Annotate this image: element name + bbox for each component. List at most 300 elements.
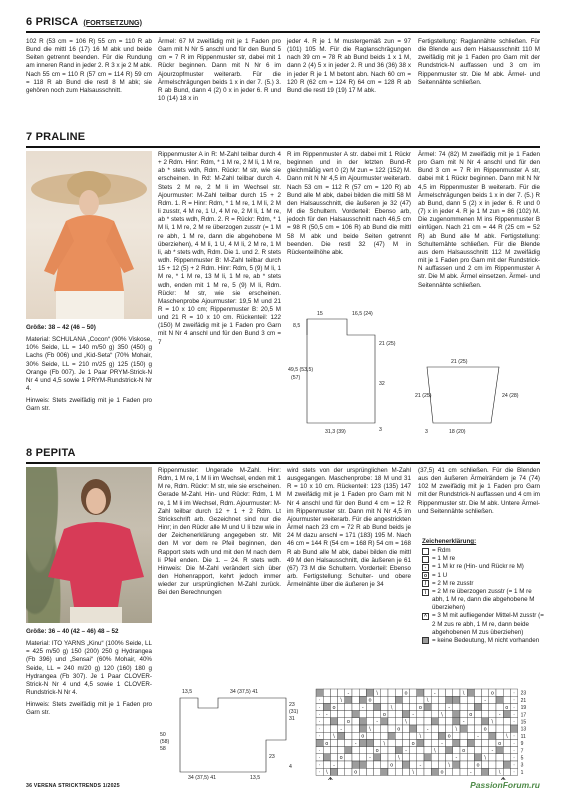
chart-cell xyxy=(474,696,481,703)
pepita-col-2: Rippenmuster: Ungerade M-Zahl. Hinr: Rdm, 1 M re, 1 M li im Wechsel, enden mit 1 M re, Rdm. Rückr: M str, wie sie erscheinen. Gerade M-Zahl. Hin- und Rückr: Rdm, 1 M re, 1 M li im Wechsel, Rdm. Ajourmuster: M-Zahl teilbar durch 12 + 1 + 2 Rdm. Lt Strickschrift arb. Gezeichnet sind nur die Hinr; in den Rückr alle M und U li bzw wie in der Zeichenerklärung angegeben str. Mit den M vor dem re Pfeil beginnen, den Rapport stets wdh und mit den M nach dem li Pfeil enden. Die 1. – 24. R stets wdh. Hinweis: Die M-Zahl verändert sich über den Hohenrapport, kehrt jedoch immer wieder zur ursprünglichen M-Zahl zurück. Bei den Berechnungen xyxy=(158,467,281,597)
legend-title: Zeichenerklärung: xyxy=(422,538,477,545)
chart-symbol: o xyxy=(382,712,386,718)
chart-cell xyxy=(438,689,445,696)
prisca-col-2: Ärmel: 67 M zweifädig mit je 1 Faden pro Garn mit N Nr 5 anschl und für den Bund 5 cm = 7 R im Rippenmuster str, dabei mit 1 Rückr beginnen. Dann mit N Nr 6 im Ajourzopfmuster weiterarb. Für die Ärmelschrägungen beids 1 x in der 7. (5.) 3. R ab Bund, dann 4 (2) 0 x in jeder 6. R und 10 (14) 18 x in xyxy=(158,38,281,103)
dim-label: 24 (28) xyxy=(502,393,519,399)
chart-cell xyxy=(381,718,388,725)
dim-label: 4 xyxy=(289,764,292,770)
chart-cell xyxy=(395,768,402,775)
chart-cell xyxy=(453,761,460,768)
chart-symbol: o xyxy=(339,755,343,762)
dim-label: (58) xyxy=(160,739,170,745)
material-text: Material: ITO YARNS „Kinu“ (100% Seide, LL = 425 m/50 g) 150 (200) 250 g Hydrangea (Fb 396) und „Sensai“ (60% Mohair, 40% Seide, LL = 240 m/20 g) 120 (160) 180 g Hydrangea (Fb 307). Je 1 Paar CLOVER-Strick-N Nr 4 und 4,5 sowie 1 CLOVER-Rundstrick-N Nr 4. xyxy=(26,640,152,697)
chart-cell xyxy=(323,696,330,703)
chart-symbol: \ xyxy=(484,755,487,762)
chart-symbol: o xyxy=(462,748,466,754)
chart-row-number: 5 xyxy=(520,755,524,762)
chart-cell xyxy=(453,747,460,754)
chart-cell xyxy=(482,711,489,718)
praline-schematic xyxy=(287,305,537,440)
chart-cell xyxy=(338,732,345,739)
chart-cell xyxy=(417,747,424,754)
chart-cell xyxy=(359,747,366,754)
chart-symbol: · xyxy=(318,733,321,740)
chart-cell xyxy=(381,703,388,710)
chart-symbol: - xyxy=(361,704,364,711)
chart-symbol: o xyxy=(390,762,394,769)
dim-label: 13,5 xyxy=(250,775,261,780)
chart-cell xyxy=(316,689,323,696)
chart-cell xyxy=(417,725,424,732)
chart-symbol: · xyxy=(318,748,321,754)
chart-cell xyxy=(417,739,424,746)
chart-cell xyxy=(402,768,409,775)
chart-cell xyxy=(460,696,467,703)
chart-cell xyxy=(359,711,366,718)
chart-cell xyxy=(410,703,417,710)
chart-symbol: o xyxy=(397,726,401,733)
dim-label: 18 (20) xyxy=(449,429,466,435)
chart-cell xyxy=(453,689,460,696)
chart-cell xyxy=(460,725,467,732)
chart-symbol: o xyxy=(505,704,509,711)
praline-col-3: R im Rippenmuster A str. dabei mit 1 Rückr beginnen und in der letzten Bund-R gleichmäßig vert 0 (2) M zun = 122 (152) M. Dann mit N Nr 4,5 im Ajourmuster weiterarb. Nach 53 cm = 112 R (57 cm = 120 R) ab Bund alle M abk, dabei bilden die mittl 58 M den Halsausschnitt, die äußeren je 32 (47) M die Schultern. Vorderteil: Ebenso arb, jedoch für den Halsausschnitt nach 46,5 cm = 98 R (50,5 cm = 106 R) ab Bund die mittl 58 M abk und beide Seiten getrennt beenden. Die restl 32 (47) M in Rückenteilhöhe abk. xyxy=(287,151,411,256)
dim-label: 50 xyxy=(160,732,166,738)
chart-cell xyxy=(424,718,431,725)
chart-cell xyxy=(474,739,481,746)
chart-cell xyxy=(474,703,481,710)
chart-cell xyxy=(359,761,366,768)
chart-cell xyxy=(402,761,409,768)
legend-text: = keine Bedeutung, M nicht vorhanden xyxy=(432,636,540,644)
chart-symbol: \ xyxy=(455,726,458,733)
chart-cell xyxy=(410,754,417,761)
chart-symbol: - xyxy=(433,690,436,697)
chart-symbol: - xyxy=(441,740,443,747)
chart-symbol: - xyxy=(376,719,379,726)
chart-cell xyxy=(323,703,330,710)
dim-label: 23 xyxy=(289,702,295,708)
chart-cell xyxy=(424,739,431,746)
chart-cell xyxy=(489,761,496,768)
chart-cell xyxy=(467,747,474,754)
chart-symbol: - xyxy=(498,712,501,718)
chart-cell xyxy=(352,747,359,754)
dim-label: 34 (37,5) 41 xyxy=(188,775,216,780)
dim-label: 31,3 (39) xyxy=(325,429,346,435)
chart-cell xyxy=(345,754,352,761)
section-subtitle: (FORTSETZUNG) xyxy=(83,17,143,27)
chart-cell xyxy=(496,703,503,710)
legend-item xyxy=(422,637,544,645)
chart-cell xyxy=(474,754,481,761)
chart-cell xyxy=(338,718,345,725)
legend-item xyxy=(422,588,544,612)
legend-text: = 1 M re xyxy=(432,555,456,563)
legend-item xyxy=(422,612,544,636)
legend-text: = 1 U xyxy=(432,571,448,579)
praline-col-2: Rippenmuster A in R: M-Zahl teilbar durch 4 + 2 Rdm. Hinr: Rdm, * 1 M re, 2 M li, 1 M re, ab * stets wdh, Rdm. Rückr: M str, wie sie erscheinen. In Rd: M-Zahl teilbar durch 4. Stets 2 M re, 2 M li im Wechsel str. Ajourmuster: M-Zahl teilbar durch 15 + 2 Rdm. 1. R = Hinr: Rdm, * 1 M re, 1 M li, 2 M li zusstr, 4 M re, 1 U, 4 M re, 2 M li, 1 M re, ab * stets wdh, Rdm. 2. R = Rückr: Rdm, * 1 M li, 1 M re, 2 M re überzogen zusstr (= 1 M re abh, 1 M re, dann die abgehobene M überziehen), 4 M li, 1 U, 4 M li, 2 M re, 1 M li, ab * stets wdh, Rdm. Die 1. und 2. R stets wdh. Rippenmuster B: M-Zahl teilbar durch 15 + 12 (5) + 2 Rdm. Hinr: Rdm, 5 (9) M li, 1 M re, * 1 M re, 13 M li, 1 M re, ab * stets wdh, enden mit 1 M re, 5 (9) M li, Rdm. Rückr: M str, wie sie erscheinen. Maschenprobe Ajourmuster: 19,5 M und 21 R = 10 x 10 cm; Rippenmuster B: 20,5 M und 21 R = 10 x 10 cm. Rückenteil: 122 (150) M zweifädig mit je 1 Faden pro Garn mit N Nr 4 anschl und für den Bund 3 cm = 7 xyxy=(158,151,281,346)
chart-cell xyxy=(438,747,445,754)
chart-cell xyxy=(482,739,489,746)
chart-cell xyxy=(395,718,402,725)
model-illustration xyxy=(26,151,152,319)
chart-cell xyxy=(388,696,395,703)
chart-cell xyxy=(395,689,402,696)
chart-symbol: · xyxy=(513,762,515,769)
chart-row-number: 7 xyxy=(520,748,524,755)
chart-cell xyxy=(323,761,330,768)
chart-symbol: - xyxy=(469,769,472,776)
chart-cell xyxy=(323,689,330,696)
dim-label: 15 xyxy=(317,311,323,317)
prisca-col-3: jeder 4. R je 1 M mustergemäß zun = 97 (101) 105 M. Für die Raglanschrägungen nach 39 cm = 78 R ab Bund beids 1 x 1 M, dann 2 (4) 5 x in jeder 2. R und 36 (36) 38 x in jeder R je 1 M betont abn. Nach 60 cm = 120 R (62 cm = 124 R) 64 cm = 128 R ab Bund die restl 19 (19) 17 M abk. xyxy=(287,38,411,94)
dim-label: 13,5 xyxy=(182,689,193,695)
chart-symbol: \ xyxy=(412,769,415,776)
dim-label: 21 (25) xyxy=(451,359,468,365)
chart-symbol: \ xyxy=(419,733,422,740)
chart-cell xyxy=(446,754,453,761)
chart-symbol: \ xyxy=(397,755,400,762)
chart-symbol: \ xyxy=(390,704,393,711)
dim-label: 58 xyxy=(160,746,166,752)
chart-cell xyxy=(395,711,402,718)
chart-symbol: · xyxy=(318,769,321,776)
chart-cell xyxy=(374,761,381,768)
chart-cell xyxy=(352,732,359,739)
chart-cell xyxy=(431,732,438,739)
chart-symbol: - xyxy=(455,755,458,762)
chart-start-arrow xyxy=(328,777,332,780)
section-title: 7 PRALINE xyxy=(26,131,86,143)
chart-cell xyxy=(453,711,460,718)
chart-cell xyxy=(410,761,417,768)
chart-row-number: 9 xyxy=(520,741,524,748)
chart-cell xyxy=(482,689,489,696)
chart-cell xyxy=(417,689,424,696)
chart-cell xyxy=(424,703,431,710)
chart-cell xyxy=(503,711,510,718)
chart-cell xyxy=(395,739,402,746)
chart-symbol: · xyxy=(318,719,321,726)
dim-label: (31) xyxy=(289,709,299,715)
chart-cell xyxy=(431,761,438,768)
chart-symbol: o xyxy=(325,740,329,747)
chart-cell xyxy=(345,761,352,768)
chart-cell xyxy=(388,739,395,746)
chart-cell xyxy=(503,718,510,725)
legend-symbol: / xyxy=(422,580,429,587)
chart-cell xyxy=(374,696,381,703)
divider xyxy=(26,462,540,464)
chart-cell xyxy=(366,768,373,775)
chart-cell xyxy=(424,754,431,761)
legend-symbol xyxy=(422,556,429,563)
chart-cell xyxy=(431,696,438,703)
model-illustration xyxy=(26,467,152,623)
chart-cell xyxy=(453,768,460,775)
chart-cell xyxy=(424,768,431,775)
chart-cell xyxy=(489,725,496,732)
chart-cell xyxy=(374,754,381,761)
chart-cell xyxy=(474,718,481,725)
chart-cell xyxy=(395,696,402,703)
chart-cell xyxy=(316,739,323,746)
chart-symbol: o xyxy=(440,769,444,776)
chart-cell xyxy=(338,703,345,710)
chart-symbol: - xyxy=(477,733,479,740)
chart-cell xyxy=(338,739,345,746)
chart-cell xyxy=(388,754,395,761)
chart-cell xyxy=(460,768,467,775)
chart-cell xyxy=(374,703,381,710)
chart-cell xyxy=(467,739,474,746)
chart-cell xyxy=(489,696,496,703)
dim-label: 32 xyxy=(379,381,385,387)
prisca-col-1: 102 R (53 cm = 106 R) 55 cm = 110 R ab Bund die mittl 16 (17) 16 M abk und beide Seiten getrennt beenden. Für die Rundung am inneren Rand in jeder 2. R 3 x je 2 M abk. Nach 55 cm = 110 R (57 cm = 114 R) 59 cm = 118 R ab Bund die restl 8 M abk; sie gehören noch zum Halsausschnitt. xyxy=(26,38,152,94)
chart-symbol: - xyxy=(426,726,429,733)
chart-cell xyxy=(503,761,510,768)
chart-cell xyxy=(482,761,489,768)
chart-cell xyxy=(503,689,510,696)
chart-cell xyxy=(431,754,438,761)
chart-cell xyxy=(503,768,510,775)
legend-text: = 3 M mit aufliegender Mittel-M zusstr (= 2 M zus re abh, 1 M re, dann beide abgehobenen M zus überziehen) xyxy=(432,612,544,636)
dim-label: 34 (37,5) 41 xyxy=(230,689,258,695)
chart-cell xyxy=(438,725,445,732)
chart-cell xyxy=(359,768,366,775)
chart-symbol: · xyxy=(513,704,515,711)
chart-symbol: · xyxy=(318,704,321,711)
legend-text: = 1 M kr re (Hin- und Rückr re M) xyxy=(432,563,524,571)
chart-symbol: · xyxy=(513,712,515,718)
chart-cell xyxy=(330,768,337,775)
legend-item xyxy=(422,580,544,588)
chart-cell xyxy=(381,754,388,761)
chart-symbol: \ xyxy=(426,697,429,704)
chart-cell xyxy=(503,739,510,746)
pepita-info xyxy=(26,628,152,719)
chart-cell xyxy=(381,747,388,754)
chart-cell xyxy=(489,739,496,746)
chart-cell xyxy=(510,725,517,732)
chart-cell xyxy=(381,689,388,696)
chart-cell xyxy=(410,747,417,754)
chart-cell xyxy=(496,689,503,696)
chart-symbol: \ xyxy=(491,719,494,726)
chart-symbol: \ xyxy=(462,690,465,697)
chart-cell xyxy=(474,711,481,718)
chart-cell xyxy=(446,696,453,703)
chart-symbol: - xyxy=(340,726,343,733)
dim-label: 3 xyxy=(425,429,428,435)
chart-cell xyxy=(467,696,474,703)
chart-symbol: - xyxy=(405,748,407,754)
size-label: Größe: 38 – 42 (46 – 50) xyxy=(26,324,96,331)
chart-cell xyxy=(467,689,474,696)
section-header-prisca xyxy=(26,15,142,29)
chart-symbol: - xyxy=(347,690,350,697)
chart-cell xyxy=(352,761,359,768)
chart-cell xyxy=(381,761,388,768)
chart-cell xyxy=(323,718,330,725)
chart-symbol: - xyxy=(462,719,465,726)
chart-cell xyxy=(489,703,496,710)
chart-cell xyxy=(323,732,330,739)
chart-row-number: 15 xyxy=(520,719,527,726)
material-text: Material: SCHULANA „Cocon“ (90% Viskose, 10% Seide, LL = 140 m/50 g) 350 (450) g Lachs (Fb 006) und „Kid-Seta“ (70% Mohair, 30% Seide, LL = 210 m/25 g) 125 (150) g Orange (Fb 007). Je 1 Paar PRYM-Strick-N Nr 4 und 4,5 sowie 1 PRYM-Rundstrick-N Nr 4. xyxy=(26,336,152,393)
chart-cell xyxy=(438,703,445,710)
chart-cell xyxy=(467,754,474,761)
chart-cell xyxy=(438,696,445,703)
chart-cell xyxy=(402,711,409,718)
legend-symbol: o xyxy=(423,573,428,580)
chart-cell xyxy=(330,739,337,746)
chart-cell xyxy=(388,768,395,775)
chart-symbol: \ xyxy=(498,769,501,776)
chart-cell xyxy=(402,739,409,746)
chart-cell xyxy=(345,768,352,775)
chart-cell xyxy=(395,761,402,768)
chart-symbol: · xyxy=(513,740,515,747)
chart-symbol: - xyxy=(354,740,357,747)
praline-info xyxy=(26,324,152,415)
chart-cell xyxy=(460,761,467,768)
chart-cell xyxy=(431,768,438,775)
chart-cell xyxy=(482,718,489,725)
chart-cell xyxy=(352,718,359,725)
chart-symbol: · xyxy=(513,719,515,726)
chart-cell xyxy=(402,754,409,761)
section-header-pepita xyxy=(26,446,76,460)
legend-item xyxy=(422,563,544,571)
chart-cell xyxy=(424,747,431,754)
chart-cell xyxy=(489,711,496,718)
chart-symbol: o xyxy=(375,748,379,754)
chart-cell xyxy=(410,718,417,725)
chart-symbol: o xyxy=(447,733,451,740)
chart-symbol: \ xyxy=(340,697,343,704)
chart-symbol: - xyxy=(484,697,487,704)
chart-cell xyxy=(323,747,330,754)
prisca-col-4: Fertigstellung: Raglannähte schließen. Für die Blende aus dem Halsausschnitt 110 M zweifädig mit je 1 Faden pro Garn mit der Rundstrick-N auffassen und 3 cm im Rippenmuster str. Die M abk. Ärmel- und Seitennähte schließen. xyxy=(418,38,540,86)
chart-cell xyxy=(338,747,345,754)
chart-cell xyxy=(374,725,381,732)
chart-cell xyxy=(438,761,445,768)
legend-list xyxy=(422,547,544,645)
chart-symbol: o xyxy=(418,704,422,711)
chart-cell xyxy=(345,711,352,718)
chart-cell xyxy=(402,732,409,739)
chart-row-number: 19 xyxy=(520,705,527,712)
chart-symbol: - xyxy=(369,755,371,762)
chart-symbol: - xyxy=(412,712,415,718)
pepita-schematic xyxy=(158,684,306,780)
chart-symbol: · xyxy=(318,726,321,733)
chart-symbol: \ xyxy=(383,740,386,747)
chart-cell xyxy=(496,725,503,732)
chart-symbol: \ xyxy=(441,712,443,718)
dim-label: 21 (25) xyxy=(379,341,396,347)
section-header-praline xyxy=(26,130,85,144)
page-footer: 36 VERENA STRICKTRENDS 1/2025 xyxy=(26,783,120,789)
praline-col-4: Ärmel: 74 (82) M zweifädig mit je 1 Faden pro Garn mit N Nr 4 anschl und für den Bund 3 cm = 7 R im Rippenmuster A str, dabei mit 1 Rückr beginnen. Dann mit N Nr 4,5 im Rippenmuster B weiterarb. Für die Ärmelschrägungen beids 1 x in der 7. (5.) R ab Bund, dann 5 (2) x in jeder 6. R und 0 (7) x in jeder 4. R je 1 M zun = 86 (102) M. Die zugenommenen M ins Rippenmuster B einfügen. Nach 21 cm = 44 R (25 cm = 52 R) ab Bund alle M abk. Fertigstellung: Schulternähte schließen. Für die Blende aus dem Halsausschnitt 112 M zweifädig mit je 1 Faden pro Garn mit der Rundstrick-N auffassen und 2 cm im Rippenmuster A str. Die M abk. Ärmel einsetzen. Ärmel- und Seitennähte schließen. xyxy=(418,151,540,289)
chart-symbol: o xyxy=(354,769,358,776)
chart-cell xyxy=(330,725,337,732)
chart-symbol: · xyxy=(513,755,515,762)
chart-cell xyxy=(431,711,438,718)
chart-symbol: - xyxy=(419,762,422,769)
chart-cell xyxy=(374,732,381,739)
chart-cell xyxy=(431,718,438,725)
size-label: Größe: 36 – 40 (42 – 46) 48 – 52 xyxy=(26,628,119,635)
chart-cell xyxy=(446,747,453,754)
chart-cell xyxy=(381,768,388,775)
chart-cell xyxy=(496,718,503,725)
chart-symbol: o xyxy=(469,712,473,718)
pepita-col-3: wird stets von der ursprünglichen M-Zahl ausgegangen. Maschenprobe: 18 M und 31 R = 10 x 10 cm. Rückenteil: 123 (135) 147 M zweifädig mit je 1 Faden pro Garn mit N Nr 4 anschl und für den Bund 4 cm = 12 R im Rippenmuster str. Dann mit N Nr 4,5 im Ajourmuster weiterarb. Für die angestrickten Ärmel nach 23 cm = 72 R ab Bund beids je 24 M dazu anschl = 171 (183) 195 M. Nach 46 cm = 144 R (54 cm = 168 R) 54 cm = 168 R ab Bund alle M abk, dabei bilden die mittl 49 M den Halsausschnitt, die äußeren je 61 (67) 73 M die Schultern. Vorderteil: Ebenso arb. Fertigstellung: Schulter- und obere Ärmelnähte über die äußeren je 34 xyxy=(287,467,411,589)
chart-cell xyxy=(496,754,503,761)
chart-cell xyxy=(489,732,496,739)
pepita-col-4: (37,5) 41 cm schließen. Für die Blenden aus den äußeren Ärmelrändern je 74 (74) 102 M zweifädig mit je 1 Faden pro Garn mit der Rundstrick-N auffassen und 4 cm im Rippenmuster str. Die M abk. Untere Ärmel- und Seitennähte schließen. xyxy=(418,467,540,515)
section-title: 6 PRISCA xyxy=(26,16,79,28)
chart-symbol: o xyxy=(490,690,494,697)
chart-cell xyxy=(496,761,503,768)
chart-cell xyxy=(446,768,453,775)
chart-cell xyxy=(424,732,431,739)
chart-cell xyxy=(482,747,489,754)
chart-cell xyxy=(366,747,373,754)
chart-cell xyxy=(366,711,373,718)
chart-cell xyxy=(467,761,474,768)
watermark: PassionForum.ru xyxy=(470,780,540,790)
chart-cell xyxy=(438,754,445,761)
chart-cell xyxy=(352,703,359,710)
chart-symbol: · xyxy=(513,769,515,776)
chart-row-number: 11 xyxy=(520,733,526,740)
legend-symbol: \ xyxy=(422,589,429,596)
hint-text: Hinweis: Stets zweifädig mit je 1 Faden pro Garn str. xyxy=(26,397,152,413)
chart-cell xyxy=(395,703,402,710)
dim-label: 23 xyxy=(269,754,275,760)
legend-symbol xyxy=(422,548,429,555)
chart-cell xyxy=(482,768,489,775)
chart-cell xyxy=(446,718,453,725)
legend-item xyxy=(422,555,544,563)
chart-symbol: o xyxy=(498,740,502,747)
chart-symbol: - xyxy=(325,712,328,718)
chart-cell xyxy=(366,689,373,696)
chart-cell xyxy=(359,689,366,696)
chart-cell xyxy=(402,725,409,732)
chart-cell xyxy=(489,754,496,761)
chart-symbol: o xyxy=(368,697,372,704)
chart-symbol: \ xyxy=(405,719,407,726)
chart-cell xyxy=(460,732,467,739)
chart-cell xyxy=(330,718,337,725)
chart-cell xyxy=(496,696,503,703)
chart-cell xyxy=(446,689,453,696)
chart-symbol: \ xyxy=(325,769,328,776)
chart-cell xyxy=(381,696,388,703)
chart-cell xyxy=(323,754,330,761)
chart-cell xyxy=(374,711,381,718)
legend-symbol: - xyxy=(422,564,429,571)
chart-cell xyxy=(388,725,395,732)
chart-cell xyxy=(402,703,409,710)
chart-cell xyxy=(359,739,366,746)
chart-cell xyxy=(417,696,424,703)
